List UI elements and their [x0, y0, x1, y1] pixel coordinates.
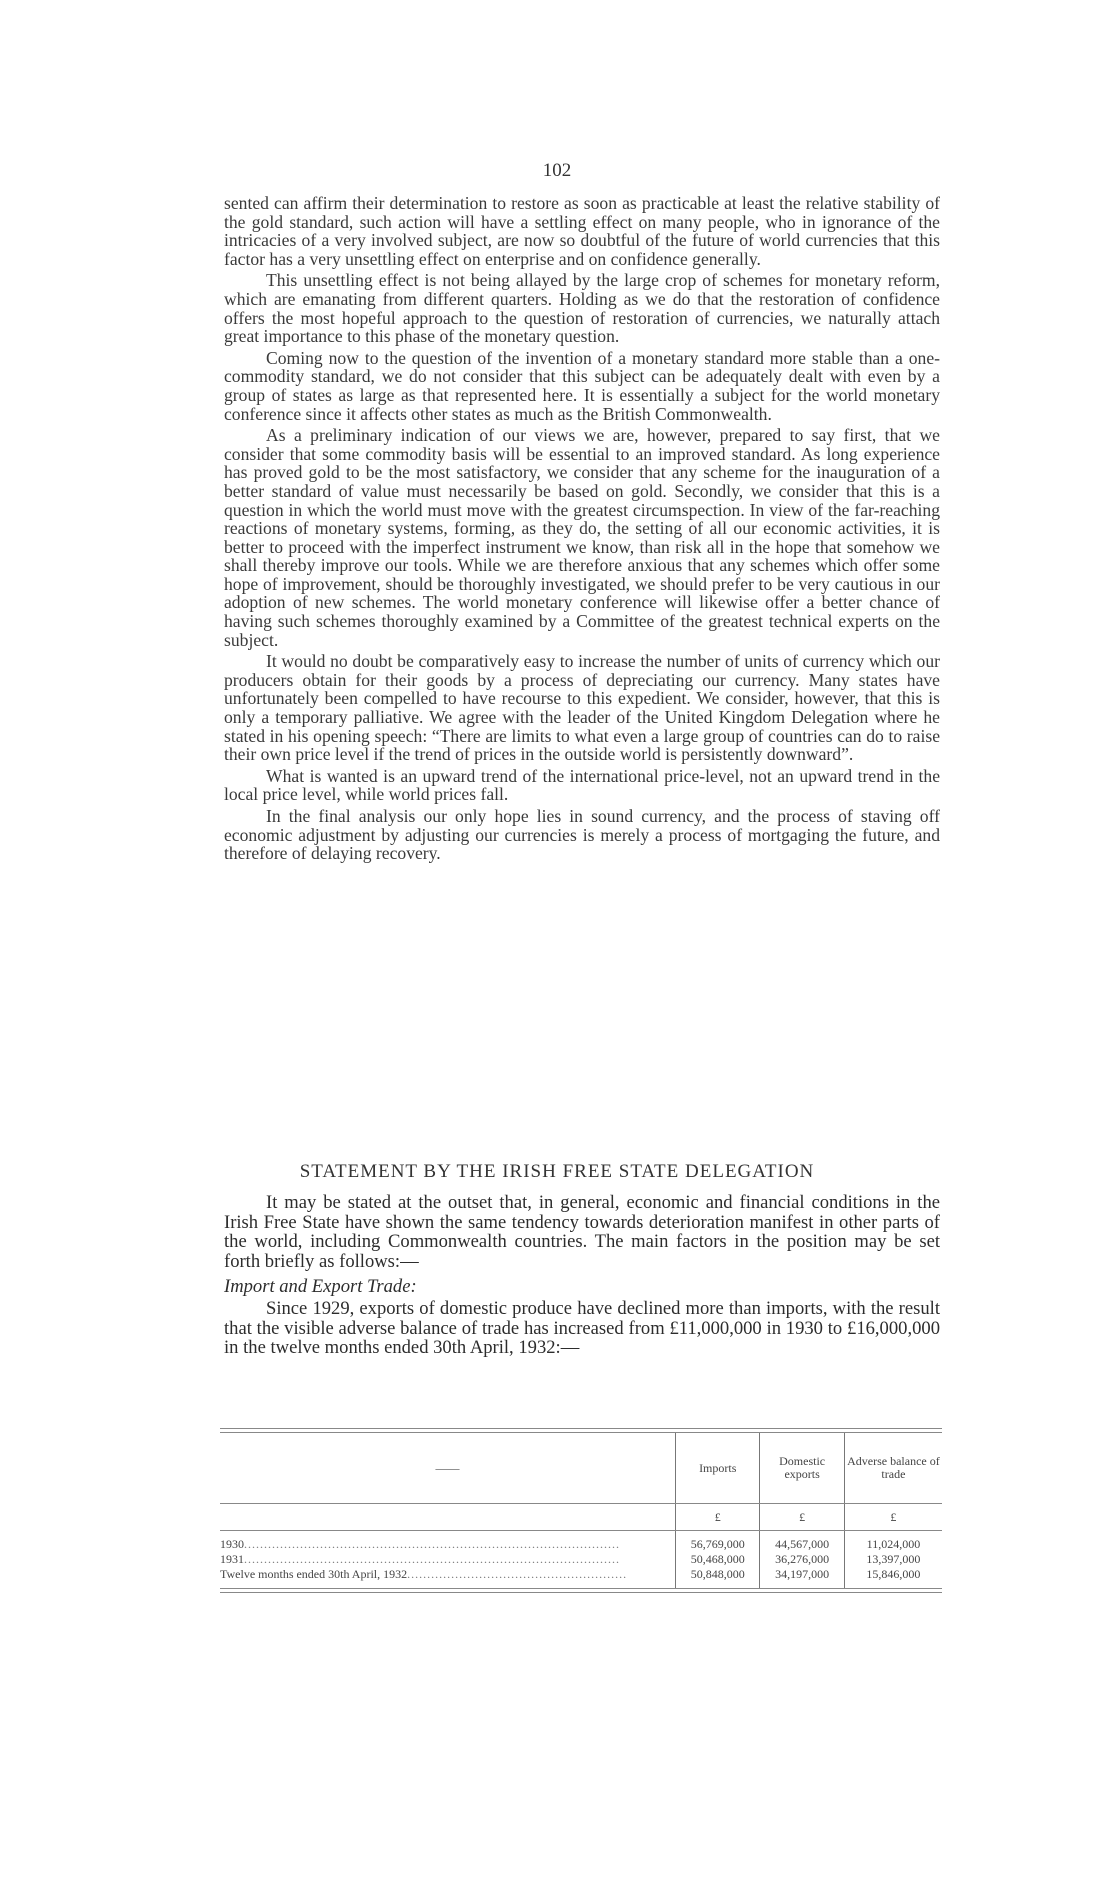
header-imports: Imports [676, 1433, 760, 1504]
paragraph-final-analysis: In the final analysis our only hope lies in sound currency, and the process of staving off economic adjustment by adjusting our currencies is merely a process of mortgaging the future, and therefore of delaying recovery. [224, 806, 940, 864]
cell-exports: 44,567,000 [760, 1537, 844, 1552]
statement-intro: It may be stated at the outset that, in general, economic and financial conditions in the Irish Free State have shown the same tendency towards deterioration manifest in other parts of the world, including Commonwealth countries. The main factors in the position may be set forth briefly as follows:— [224, 1192, 940, 1272]
cell-balance: 13,397,000 [844, 1552, 942, 1567]
cell-exports: 36,276,000 [760, 1552, 844, 1567]
table-row: 1930.............................................................................................. 56,769,000 44,567,000 11,024,000 [220, 1537, 942, 1552]
row-label: 1931 [220, 1552, 244, 1566]
cell-imports: 56,769,000 [676, 1537, 760, 1552]
paragraph-monetary-standard: Coming now to the question of the invention of a monetary standard more stable than a one-commodity standard, we do not consider that this subject can be adequately dealt with even by a group of states as large as that represented here. It is essentially a subject for the world monetary conference since it affects other states as much as the British Commonwealth. [224, 347, 940, 424]
unit-imports: £ [676, 1504, 760, 1531]
cell-imports: 50,468,000 [676, 1552, 760, 1567]
row-label: 1930 [220, 1537, 244, 1551]
paragraph-price-level: What is wanted is an upward trend of the international price-level, not an upward trend in the local price level, while world prices fall. [224, 765, 940, 805]
row-label: Twelve months ended 30th April, 1932 [220, 1567, 408, 1581]
trade-table [220, 1428, 942, 1593]
monetary-policy-section [224, 194, 940, 866]
statement-title: STATEMENT BY THE IRISH FREE STATE DELEGATION [299, 1161, 815, 1182]
table-header-row [220, 1433, 942, 1504]
page-number: 102 [542, 160, 572, 181]
paragraph-depreciation: It would no doubt be comparatively easy to increase the number of units of currency which our producers obtain for their goods by a process of depreciating our currency. Many states have unfortunately been compelled to have recourse to this expedient. We consider, however, that this is only a temporary palliative. We agree with the leader of the United Kingdom Delegation where he stated in his opening speech: “There are limits to what even a large group of countries can do to raise their own price level if the trend of prices in the outside world is persistently downward”. [224, 651, 940, 765]
table-row: 1931.............................................................................................. 50,468,000 36,276,000 13,397,000 [220, 1552, 942, 1567]
unit-exports: £ [760, 1504, 844, 1531]
cell-exports: 34,197,000 [760, 1567, 844, 1582]
paragraph-continuation: sented can affirm their determination to restore as soon as practicable at least the relative stability of the gold standard, such action will have a settling effect on many people, who in ignorance of the intricacies of a very involved subject, are now so doubtful of the future of world currencies that this factor has a very unsettling effect on enterprise and on confidence generally. [224, 193, 940, 269]
cell-balance: 11,024,000 [844, 1537, 942, 1552]
irish-statement-section [224, 1193, 940, 1364]
header-domestic-exports: Domestic exports [760, 1433, 844, 1504]
paragraph-monetary-reform: This unsettling effect is not being allayed by the large crop of schemes for monetary reform, which are emanating from different quarters. Holding as we do that the restoration of confidence offers the most hopeful approach to the question of restoration of currencies, we naturally attach great importance to this phase of the monetary question. [224, 270, 940, 347]
table-corner-label: —— [220, 1433, 676, 1504]
cell-balance: 15,846,000 [844, 1567, 942, 1582]
table-bottom-rule [220, 1588, 942, 1593]
table-units-row [220, 1504, 942, 1531]
subheading-trade: Import and Export Trade: [224, 1276, 417, 1298]
cell-imports: 50,848,000 [676, 1567, 760, 1582]
unit-balance: £ [844, 1504, 942, 1531]
trade-paragraph: Since 1929, exports of domestic produce have declined more than imports, with the result that the visible adverse balance of trade has increased from £11,000,000 in 1930 to £16,000,000 in the twelve months ended 30th April, 1932:— [224, 1297, 940, 1359]
header-adverse-balance: Adverse balance of trade [844, 1433, 942, 1504]
paragraph-preliminary-views: As a preliminary indication of our views we are, however, prepared to say first, that we consider that some commodity basis will be essential to an improved standard. As long experience has proved gold to be the most satisfactory, we consider that any scheme for the inauguration of a better standard of value must necessarily be based on gold. Secondly, we consider that this is a question in which the world must move with the greatest circumspection. In view of the far-reaching reactions of monetary systems, forming, as they do, the setting of all our economic activities, it is better to proceed with the imperfect instrument we know, than risk all in the hope that somehow we shall thereby improve our tools. While we are therefore anxious that any schemes which offer some hope of improvement, should be thoroughly investigated, we should prefer to be very cautious in our adoption of new schemes. The world monetary conference will likewise offer a better chance of having such schemes thoroughly examined by a Committee of the greatest technical experts on the subject. [224, 425, 940, 650]
table-row: Twelve months ended 30th April, 1932....................................................... 50,848,000 34,197,000 15,846,000 [220, 1567, 942, 1582]
